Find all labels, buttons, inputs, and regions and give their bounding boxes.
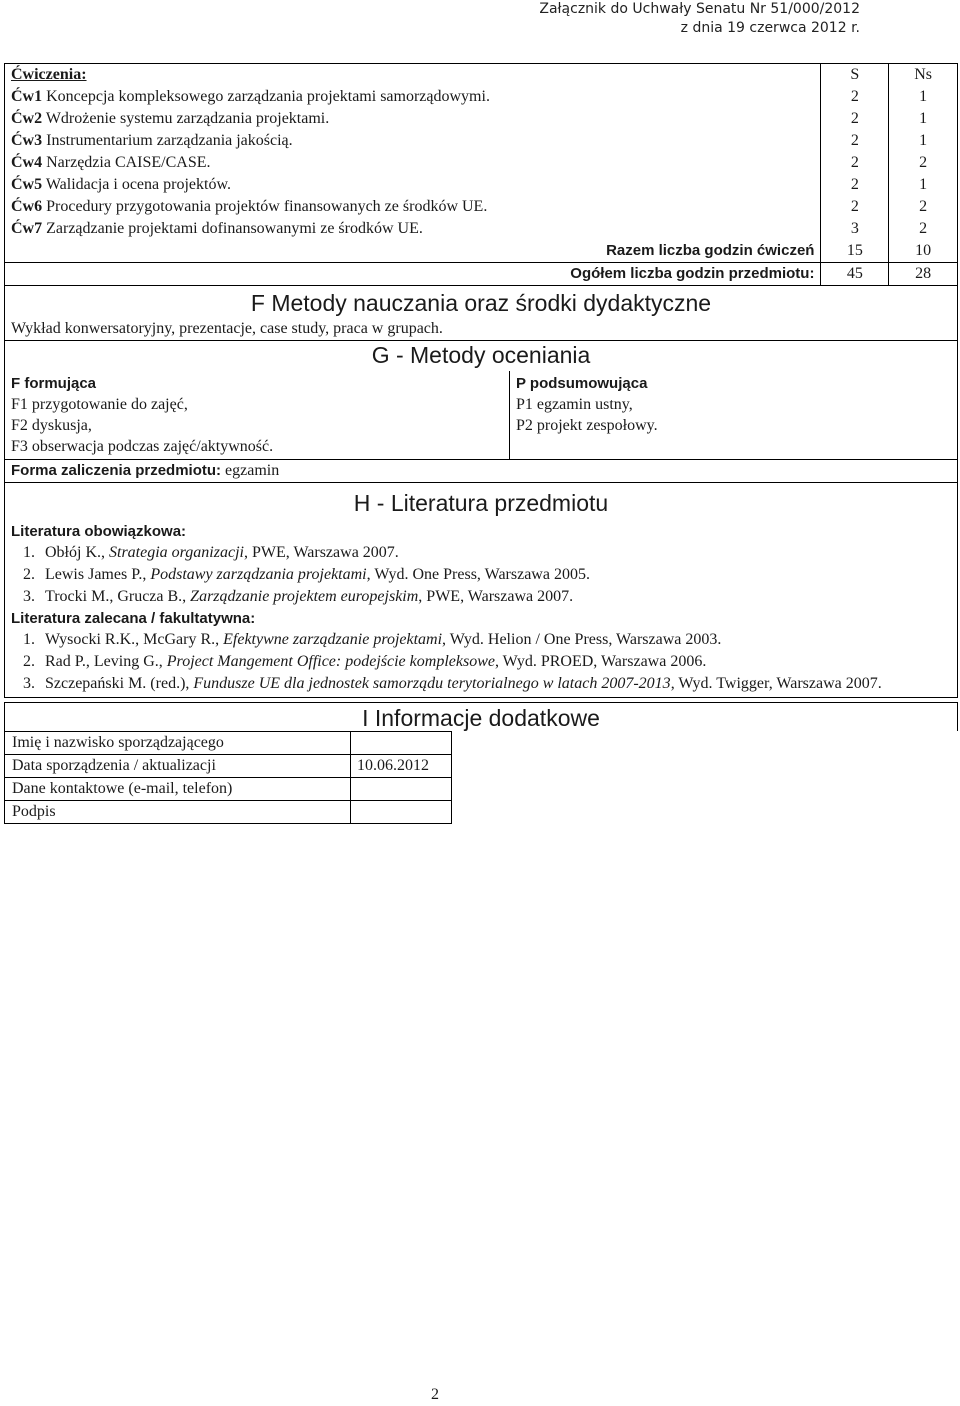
formative-item: F2 dyskusja, bbox=[11, 417, 92, 434]
exercise-code: Ćw4 bbox=[11, 154, 43, 171]
lit-publisher: , Wyd. PROED, Warszawa 2006. bbox=[494, 653, 707, 670]
lit-publisher: , Wyd. One Press, Warszawa 2005. bbox=[366, 566, 590, 583]
lit-publisher: , Wyd. Twigger, Warszawa 2007. bbox=[670, 675, 882, 692]
exercise-code: Ćw5 bbox=[11, 176, 43, 193]
header-note-line2: z dnia 19 czerwca 2012 r. bbox=[680, 20, 860, 36]
required-lit-item bbox=[5, 542, 957, 564]
info-label: Podpis bbox=[12, 803, 56, 820]
grand-total-s: 45 bbox=[846, 265, 863, 282]
exercise-hours-ns: 1 bbox=[919, 176, 928, 193]
required-lit-item bbox=[5, 564, 957, 586]
optional-lit-item bbox=[5, 651, 957, 673]
exercise-item bbox=[5, 196, 820, 218]
credit-value: egzamin bbox=[221, 462, 280, 479]
exercise-hours-ns: 1 bbox=[919, 88, 928, 105]
exercise-hours-ns: 1 bbox=[919, 110, 928, 127]
exercises-cell bbox=[5, 64, 821, 241]
formative-cell bbox=[5, 371, 510, 460]
info-label: Imię i nazwisko sporządzającego bbox=[12, 734, 224, 751]
exercises-list bbox=[5, 86, 820, 240]
formative-item: F3 obserwacja podczas zajęć/aktywność. bbox=[11, 438, 274, 455]
header-note-line1: Załącznik do Uchwały Senatu Nr 51/000/2012 bbox=[539, 1, 860, 17]
exercise-hours-s: 2 bbox=[850, 132, 859, 149]
optional-lit-heading: Literatura zalecana / fakultatywna: bbox=[11, 610, 256, 627]
exercise-hours-ns: 1 bbox=[919, 132, 928, 149]
optional-lit-item bbox=[5, 629, 957, 651]
exercise-text: Narzędzia CAISE/CASE. bbox=[42, 154, 211, 171]
formative-item: F1 przygotowanie do zajęć, bbox=[11, 396, 188, 413]
section-f-title: F Metody nauczania oraz środki dydaktyczne bbox=[250, 290, 712, 316]
lit-title: Project Mangement Office: podejście kompleksowe bbox=[166, 653, 495, 670]
lit-author: Lewis James P., bbox=[45, 566, 151, 583]
grand-total-label: Ogółem liczba godzin przedmiotu: bbox=[570, 265, 815, 282]
credit-label: Forma zaliczenia przedmiotu: bbox=[11, 462, 222, 479]
exercise-text: Wdrożenie systemu zarządzania projektami. bbox=[42, 110, 330, 127]
lit-title: Strategia organizacji bbox=[109, 544, 244, 561]
exercise-hours-ns: 2 bbox=[919, 198, 928, 215]
section-f-text: Wykład konwersatoryjny, prezentacje, case study, praca w grupach. bbox=[11, 320, 443, 337]
col-ns-header: Ns bbox=[914, 66, 932, 83]
exercise-code: Ćw2 bbox=[11, 110, 43, 127]
formative-heading: F formująca bbox=[11, 375, 97, 392]
info-table bbox=[4, 731, 958, 824]
grand-total-row bbox=[5, 263, 821, 286]
lit-number: 2. bbox=[23, 653, 35, 670]
summative-cell bbox=[510, 371, 958, 460]
lit-author: Obłój K., bbox=[45, 544, 109, 561]
summative-heading: P podsumowująca bbox=[516, 375, 648, 392]
lit-number: 2. bbox=[23, 566, 35, 583]
total-row bbox=[5, 240, 821, 263]
required-lit-item bbox=[5, 586, 957, 608]
exercise-hours-ns: 2 bbox=[919, 220, 928, 237]
lit-publisher: , PWE, Warszawa 2007. bbox=[418, 588, 574, 605]
header-note bbox=[539, 0, 860, 38]
section-h-title: H - Literatura przedmiotu bbox=[353, 490, 609, 516]
total-label: Razem liczba godzin ćwiczeń bbox=[606, 242, 815, 259]
lit-number: 1. bbox=[23, 544, 35, 561]
total-s: 15 bbox=[846, 242, 863, 259]
exercise-item bbox=[5, 218, 820, 240]
lit-title: Efektywne zarządzanie projektami bbox=[223, 631, 443, 648]
exercise-code: Ćw3 bbox=[11, 132, 43, 149]
exercise-item bbox=[5, 174, 820, 196]
lit-publisher: , Wyd. Helion / One Press, Warszawa 2003. bbox=[442, 631, 722, 648]
exercise-code: Ćw7 bbox=[11, 220, 43, 237]
exercise-text: Instrumentarium zarządzania jakością. bbox=[42, 132, 293, 149]
section-i-title: I Informacje dodatkowe bbox=[362, 705, 600, 731]
lit-publisher: , PWE, Warszawa 2007. bbox=[243, 544, 399, 561]
section-i bbox=[4, 702, 958, 824]
exercise-text: Procedury przygotowania projektów finansowanych ze środków UE. bbox=[42, 198, 488, 215]
exercise-text: Koncepcja kompleksowego zarządzania projektami samorządowymi. bbox=[42, 88, 490, 105]
exercise-hours-s: 2 bbox=[850, 110, 859, 127]
exercise-hours-s: 2 bbox=[850, 88, 859, 105]
exercise-hours-s: 2 bbox=[850, 154, 859, 171]
section-g-title: G - Metody oceniania bbox=[371, 342, 591, 368]
exercise-hours-ns: 2 bbox=[919, 154, 928, 171]
info-row bbox=[5, 801, 958, 824]
credit-row bbox=[5, 460, 957, 483]
exercise-item bbox=[5, 130, 820, 152]
exercise-text: Zarządzanie projektami dofinansowanymi ze środków UE. bbox=[42, 220, 423, 237]
required-lit-heading: Literatura obowiązkowa: bbox=[11, 523, 187, 540]
ns-column bbox=[889, 64, 958, 241]
total-ns: 10 bbox=[915, 242, 932, 259]
optional-lit-item bbox=[5, 673, 957, 695]
exercise-item bbox=[5, 152, 820, 174]
exercises-heading: Ćwiczenia: bbox=[11, 66, 87, 83]
exercise-hours-s: 3 bbox=[850, 220, 859, 237]
summative-item: P1 egzamin ustny, bbox=[516, 396, 633, 413]
grand-total-ns: 28 bbox=[915, 265, 932, 282]
lit-number: 3. bbox=[23, 588, 35, 605]
lit-title: Zarządzanie projektem europejskim bbox=[190, 588, 419, 605]
lit-title: Fundusze UE dla jednostek samorządu terytorialnego w latach 2007-2013 bbox=[193, 675, 671, 692]
lit-author: Trocki M., Grucza B., bbox=[45, 588, 191, 605]
summative-item: P2 projekt zespołowy. bbox=[516, 417, 658, 434]
syllabus-table bbox=[4, 63, 958, 698]
lit-author: Szczepański M. (red.), bbox=[45, 675, 194, 692]
info-label: Dane kontaktowe (e-mail, telefon) bbox=[12, 780, 233, 797]
s-column bbox=[821, 64, 889, 241]
info-label: Data sporządzenia / aktualizacji bbox=[12, 757, 216, 774]
exercise-item bbox=[5, 86, 820, 108]
info-row bbox=[5, 755, 958, 778]
lit-title: Podstawy zarządzania projektami bbox=[150, 566, 367, 583]
exercise-hours-s: 2 bbox=[850, 176, 859, 193]
exercise-code: Ćw1 bbox=[11, 88, 43, 105]
info-row bbox=[5, 778, 958, 801]
page-number: 2 bbox=[431, 1386, 439, 1403]
exercise-hours-s: 2 bbox=[850, 198, 859, 215]
lit-number: 3. bbox=[23, 675, 35, 692]
exercise-text: Walidacja i ocena projektów. bbox=[42, 176, 231, 193]
exercise-code: Ćw6 bbox=[11, 198, 43, 215]
col-s-header: S bbox=[850, 66, 860, 83]
info-value: 10.06.2012 bbox=[357, 757, 429, 774]
exercise-item bbox=[5, 108, 820, 130]
lit-author: Wysocki R.K., McGary R., bbox=[45, 631, 224, 648]
lit-number: 1. bbox=[23, 631, 35, 648]
info-row bbox=[5, 732, 958, 755]
lit-author: Rad P., Leving G., bbox=[45, 653, 167, 670]
